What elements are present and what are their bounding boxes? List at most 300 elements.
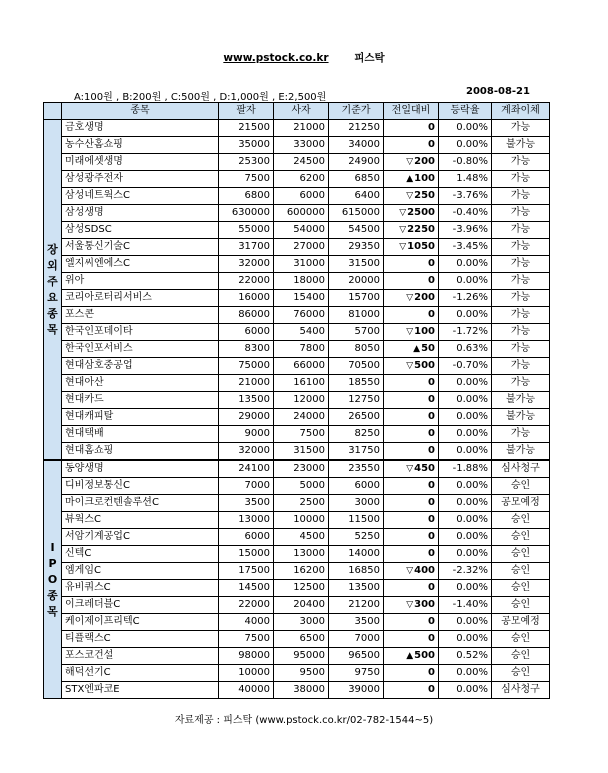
base-price-value: 31500 [348, 258, 380, 269]
base-price-value: 11500 [348, 514, 380, 525]
triangle-down-icon: ▽ [406, 157, 414, 167]
buy-price-cell [274, 188, 329, 205]
change-rate-value: 0.00% [456, 394, 488, 405]
stock-name-value: 삼성SDSC [65, 224, 112, 235]
sell-price-cell [219, 290, 274, 307]
change-cell [384, 495, 439, 512]
base-price-value: 16850 [348, 565, 380, 576]
base-price-cell [329, 682, 384, 699]
change-rate-cell [439, 205, 492, 222]
stock-name-value: 포스콘 [65, 309, 94, 320]
buy-price-value: 76000 [293, 309, 325, 320]
transfer-status-value: 가능 [510, 377, 531, 388]
stock-name-cell [62, 307, 219, 324]
transfer-status-cell [492, 580, 550, 597]
base-price-value: 70500 [348, 360, 380, 371]
table-body [44, 120, 550, 699]
table-row [44, 665, 550, 682]
table-row [44, 256, 550, 273]
stock-name-value: 이크레더블C [65, 599, 121, 610]
change-value: 0 [428, 139, 435, 150]
table-row [44, 563, 550, 580]
sell-price-value: 6000 [244, 531, 270, 542]
base-price-cell [329, 426, 384, 443]
sell-price-cell [219, 239, 274, 256]
change-rate-cell [439, 239, 492, 256]
buy-price-value: 16200 [293, 565, 325, 576]
stock-name-value: 동양생명 [65, 463, 104, 474]
base-price-cell [329, 358, 384, 375]
buy-price-cell [274, 154, 329, 171]
sell-price-value: 55000 [238, 224, 270, 235]
change-rate-value: 0.00% [456, 497, 488, 508]
transfer-status-cell [492, 120, 550, 137]
source-footer: 자료제공 : 피스탁 (www.pstock.co.kr/02-782-1544~5) [174, 715, 434, 726]
stock-name-value: 미래에셋생명 [65, 156, 123, 167]
sell-price-cell [219, 529, 274, 546]
sell-price-cell [219, 273, 274, 290]
change-value: 100 [414, 326, 435, 337]
triangle-down-icon: ▽ [406, 293, 414, 303]
change-rate-cell [439, 154, 492, 171]
change-cell [384, 137, 439, 154]
change-value: 0 [428, 309, 435, 320]
transfer-status-value: 불가능 [506, 139, 535, 150]
change-rate-value: 0.00% [456, 684, 488, 695]
stock-name-cell [62, 529, 219, 546]
change-rate-value: 0.00% [456, 445, 488, 456]
buy-price-cell [274, 631, 329, 648]
stock-name-cell [62, 392, 219, 409]
transfer-status-cell [492, 426, 550, 443]
change-rate-cell [439, 512, 492, 529]
stock-name-cell [62, 324, 219, 341]
buy-price-value: 27000 [293, 241, 325, 252]
stock-name-cell [62, 171, 219, 188]
change-cell [384, 665, 439, 682]
table-row [44, 392, 550, 409]
col-header-pct: 등락율 [439, 103, 492, 120]
change-rate-cell [439, 137, 492, 154]
stock-name-cell [62, 665, 219, 682]
change-cell [384, 546, 439, 563]
base-price-cell [329, 324, 384, 341]
transfer-status-cell [492, 324, 550, 341]
change-cell [384, 460, 439, 478]
sell-price-cell [219, 154, 274, 171]
change-cell [384, 205, 439, 222]
buy-price-cell [274, 460, 329, 478]
change-cell [384, 409, 439, 426]
base-price-value: 81000 [348, 309, 380, 320]
buy-price-value: 23000 [293, 463, 325, 474]
change-cell [384, 512, 439, 529]
change-cell [384, 273, 439, 290]
change-rate-cell [439, 460, 492, 478]
buy-price-cell [274, 307, 329, 324]
change-value: 450 [414, 463, 435, 474]
table-row [44, 188, 550, 205]
sell-price-value: 21000 [238, 377, 270, 388]
change-cell [384, 307, 439, 324]
brand-name: 피스탁 [354, 52, 385, 64]
stock-name-value: 케이제이프리텍C [65, 616, 140, 627]
col-header-name: 종목 [62, 103, 219, 120]
buy-price-value: 20400 [293, 599, 325, 610]
change-value: 0 [428, 514, 435, 525]
change-rate-cell [439, 392, 492, 409]
transfer-status-value: 공모예정 [501, 497, 540, 508]
base-price-cell [329, 273, 384, 290]
transfer-status-cell [492, 358, 550, 375]
change-rate-value: -3.76% [452, 190, 488, 201]
buy-price-cell [274, 324, 329, 341]
stock-name-value: 엠게임C [65, 565, 101, 576]
sell-price-cell [219, 375, 274, 392]
table-row [44, 426, 550, 443]
base-price-value: 29350 [348, 241, 380, 252]
stock-name-value: 위아 [65, 275, 85, 286]
stock-name-cell [62, 495, 219, 512]
buy-price-value: 33000 [293, 139, 325, 150]
transfer-status-cell [492, 392, 550, 409]
base-price-value: 23550 [348, 463, 380, 474]
stock-name-cell [62, 546, 219, 563]
transfer-status-value: 승인 [510, 514, 531, 525]
section-label-char: 요 [47, 290, 58, 304]
change-value: 0 [428, 394, 435, 405]
table-row [44, 375, 550, 392]
base-price-value: 14000 [348, 548, 380, 559]
change-rate-value: 0.00% [456, 139, 488, 150]
change-cell [384, 631, 439, 648]
sell-price-cell [219, 188, 274, 205]
stock-name-cell [62, 580, 219, 597]
base-price-cell [329, 154, 384, 171]
change-rate-cell [439, 273, 492, 290]
buy-price-cell [274, 665, 329, 682]
change-rate-value: 0.00% [456, 309, 488, 320]
price-unit-legend: A:100원 , B:200원 , C:500원 , D:1,000원 , E:2,500원 [74, 92, 327, 103]
sell-price-value: 32000 [238, 445, 270, 456]
stock-name-value: 뷰웍스C [65, 514, 101, 525]
triangle-down-icon: ▽ [406, 464, 414, 474]
stock-name-value: 해덕선기C [65, 667, 111, 678]
base-price-value: 96500 [348, 650, 380, 661]
sell-price-value: 10000 [238, 667, 270, 678]
change-cell [384, 597, 439, 614]
base-price-cell [329, 597, 384, 614]
transfer-status-value: 가능 [510, 207, 531, 218]
transfer-status-cell [492, 290, 550, 307]
sell-price-value: 7000 [244, 480, 270, 491]
change-rate-value: 0.00% [456, 258, 488, 269]
buy-price-cell [274, 256, 329, 273]
change-cell [384, 392, 439, 409]
buy-price-value: 66000 [293, 360, 325, 371]
transfer-status-cell [492, 443, 550, 461]
stock-name-value: 삼성광주전자 [65, 173, 123, 184]
stock-name-value: 농수산홈쇼핑 [65, 139, 123, 150]
sell-price-value: 4000 [244, 616, 270, 627]
stock-name-cell [62, 137, 219, 154]
base-price-cell [329, 409, 384, 426]
stock-name-value: 현대삼호중공업 [65, 360, 133, 371]
change-cell [384, 614, 439, 631]
change-value: 100 [414, 173, 435, 184]
change-rate-cell [439, 375, 492, 392]
transfer-status-cell [492, 239, 550, 256]
change-cell [384, 154, 439, 171]
buy-price-value: 7800 [299, 343, 325, 354]
table-row [44, 154, 550, 171]
change-rate-cell [439, 682, 492, 699]
stock-name-value: 현대카드 [65, 394, 104, 405]
stock-name-cell [62, 120, 219, 137]
section-label-char: P [48, 556, 57, 570]
change-rate-cell [439, 409, 492, 426]
change-value: 0 [428, 122, 435, 133]
sell-price-cell [219, 205, 274, 222]
sell-price-value: 22000 [238, 275, 270, 286]
sell-price-value: 7500 [244, 633, 270, 644]
table-row [44, 443, 550, 461]
sell-price-cell [219, 597, 274, 614]
section-label-char: 종 [47, 588, 58, 602]
buy-price-cell [274, 512, 329, 529]
table-row [44, 460, 550, 478]
transfer-status-value: 심사청구 [501, 463, 540, 474]
change-cell [384, 443, 439, 461]
section-label-char: 목 [47, 322, 58, 336]
change-cell [384, 341, 439, 358]
change-value: 0 [428, 445, 435, 456]
change-rate-cell [439, 631, 492, 648]
stock-name-cell [62, 426, 219, 443]
buy-price-value: 600000 [286, 207, 325, 218]
change-rate-cell [439, 665, 492, 682]
base-price-value: 9750 [354, 667, 380, 678]
change-cell [384, 188, 439, 205]
change-value: 0 [428, 275, 435, 286]
buy-price-cell [274, 529, 329, 546]
change-value: 200 [414, 156, 435, 167]
transfer-status-cell [492, 648, 550, 665]
buy-price-cell [274, 375, 329, 392]
transfer-status-cell [492, 307, 550, 324]
base-price-cell [329, 137, 384, 154]
sell-price-cell [219, 341, 274, 358]
buy-price-cell [274, 171, 329, 188]
table-row [44, 341, 550, 358]
transfer-status-cell [492, 222, 550, 239]
triangle-down-icon: ▽ [399, 208, 407, 218]
transfer-status-value: 가능 [510, 241, 531, 252]
transfer-status-cell [492, 137, 550, 154]
sell-price-cell [219, 443, 274, 461]
buy-price-cell [274, 392, 329, 409]
base-price-cell [329, 188, 384, 205]
section-label-char: 주 [47, 274, 58, 288]
base-price-cell [329, 495, 384, 512]
base-price-cell [329, 290, 384, 307]
stock-name-cell [62, 222, 219, 239]
base-price-value: 8250 [354, 428, 380, 439]
transfer-status-value: 가능 [510, 258, 531, 269]
buy-price-value: 6000 [299, 190, 325, 201]
change-value: 0 [428, 497, 435, 508]
base-price-value: 13500 [348, 582, 380, 593]
stock-name-cell [62, 239, 219, 256]
transfer-status-value: 승인 [510, 480, 531, 491]
stock-name-value: 마이크로컨텐솔루션C [65, 497, 159, 508]
transfer-status-value: 가능 [510, 190, 531, 201]
change-rate-value: -3.45% [452, 241, 488, 252]
change-rate-value: 1.48% [456, 173, 488, 184]
base-price-value: 21250 [348, 122, 380, 133]
table-row [44, 495, 550, 512]
stock-name-value: 한국인포데이타 [65, 326, 133, 337]
triangle-down-icon: ▽ [406, 361, 414, 371]
table-row [44, 307, 550, 324]
stock-name-value: 현대택배 [65, 428, 104, 439]
sell-price-cell [219, 358, 274, 375]
buy-price-value: 31500 [293, 445, 325, 456]
sell-price-cell [219, 478, 274, 495]
buy-price-cell [274, 273, 329, 290]
change-rate-value: 0.00% [456, 667, 488, 678]
table-row [44, 546, 550, 563]
sell-price-cell [219, 460, 274, 478]
stock-name-value: 티플랙스C [65, 633, 111, 644]
buy-price-value: 10000 [293, 514, 325, 525]
table-row [44, 529, 550, 546]
base-price-value: 6400 [354, 190, 380, 201]
stock-name-cell [62, 648, 219, 665]
buy-price-value: 12000 [293, 394, 325, 405]
table-row [44, 358, 550, 375]
change-value: 300 [414, 599, 435, 610]
base-price-value: 3500 [354, 616, 380, 627]
base-price-cell [329, 171, 384, 188]
buy-price-value: 13000 [293, 548, 325, 559]
buy-price-value: 6200 [299, 173, 325, 184]
base-price-cell [329, 222, 384, 239]
stock-name-cell [62, 460, 219, 478]
buy-price-value: 31000 [293, 258, 325, 269]
col-header-sell: 팔자 [219, 103, 274, 120]
change-rate-cell [439, 580, 492, 597]
transfer-status-cell [492, 154, 550, 171]
stock-name-cell [62, 341, 219, 358]
stock-name-cell [62, 597, 219, 614]
sell-price-value: 29000 [238, 411, 270, 422]
base-price-value: 7000 [354, 633, 380, 644]
change-value: 0 [428, 548, 435, 559]
table-header-row [44, 103, 550, 120]
table-row [44, 682, 550, 699]
buy-price-cell [274, 120, 329, 137]
change-rate-value: -0.70% [452, 360, 488, 371]
buy-price-cell [274, 341, 329, 358]
sell-price-cell [219, 426, 274, 443]
stock-name-cell [62, 443, 219, 461]
transfer-status-value: 가능 [510, 343, 531, 354]
change-cell [384, 426, 439, 443]
page-title [0, 50, 608, 65]
base-price-value: 6000 [354, 480, 380, 491]
change-rate-cell [439, 426, 492, 443]
change-rate-cell [439, 324, 492, 341]
change-value: 2250 [407, 224, 435, 235]
transfer-status-value: 가능 [510, 309, 531, 320]
buy-price-value: 24500 [293, 156, 325, 167]
buy-price-value: 5400 [299, 326, 325, 337]
transfer-status-value: 공모예정 [501, 616, 540, 627]
transfer-status-value: 불가능 [506, 394, 535, 405]
transfer-status-value: 가능 [510, 224, 531, 235]
change-rate-value: 0.00% [456, 411, 488, 422]
buy-price-cell [274, 409, 329, 426]
transfer-status-cell [492, 495, 550, 512]
base-price-value: 26500 [348, 411, 380, 422]
table-row [44, 512, 550, 529]
transfer-status-value: 승인 [510, 599, 531, 610]
transfer-status-cell [492, 512, 550, 529]
change-rate-value: -1.88% [452, 463, 488, 474]
base-price-cell [329, 665, 384, 682]
base-price-value: 5700 [354, 326, 380, 337]
buy-price-value: 38000 [293, 684, 325, 695]
transfer-status-value: 가능 [510, 428, 531, 439]
change-rate-cell [439, 341, 492, 358]
base-price-value: 8050 [354, 343, 380, 354]
table-row [44, 239, 550, 256]
change-value: 250 [414, 190, 435, 201]
change-value: 50 [421, 343, 435, 354]
buy-price-value: 2500 [299, 497, 325, 508]
buy-price-cell [274, 682, 329, 699]
transfer-status-cell [492, 614, 550, 631]
sell-price-value: 8300 [244, 343, 270, 354]
stock-name-cell [62, 409, 219, 426]
sell-price-cell [219, 256, 274, 273]
change-rate-value: -0.80% [452, 156, 488, 167]
buy-price-cell [274, 426, 329, 443]
transfer-status-value: 가능 [510, 292, 531, 303]
sell-price-cell [219, 546, 274, 563]
sell-price-cell [219, 682, 274, 699]
site-url-link[interactable]: www.pstock.co.kr [223, 52, 329, 64]
buy-price-value: 12500 [293, 582, 325, 593]
section-label-char: 종 [47, 306, 58, 320]
sell-price-value: 6800 [244, 190, 270, 201]
sell-price-value: 3500 [244, 497, 270, 508]
sell-price-value: 16000 [238, 292, 270, 303]
sell-price-value: 17500 [238, 565, 270, 576]
sell-price-value: 35000 [238, 139, 270, 150]
change-cell [384, 324, 439, 341]
sell-price-value: 21500 [238, 122, 270, 133]
change-cell [384, 478, 439, 495]
stock-name-cell [62, 188, 219, 205]
transfer-status-cell [492, 631, 550, 648]
change-value: 0 [428, 616, 435, 627]
change-rate-value: 0.00% [456, 616, 488, 627]
stock-name-cell [62, 478, 219, 495]
triangle-down-icon: ▽ [406, 566, 414, 576]
triangle-up-icon: ▲ [406, 651, 414, 661]
